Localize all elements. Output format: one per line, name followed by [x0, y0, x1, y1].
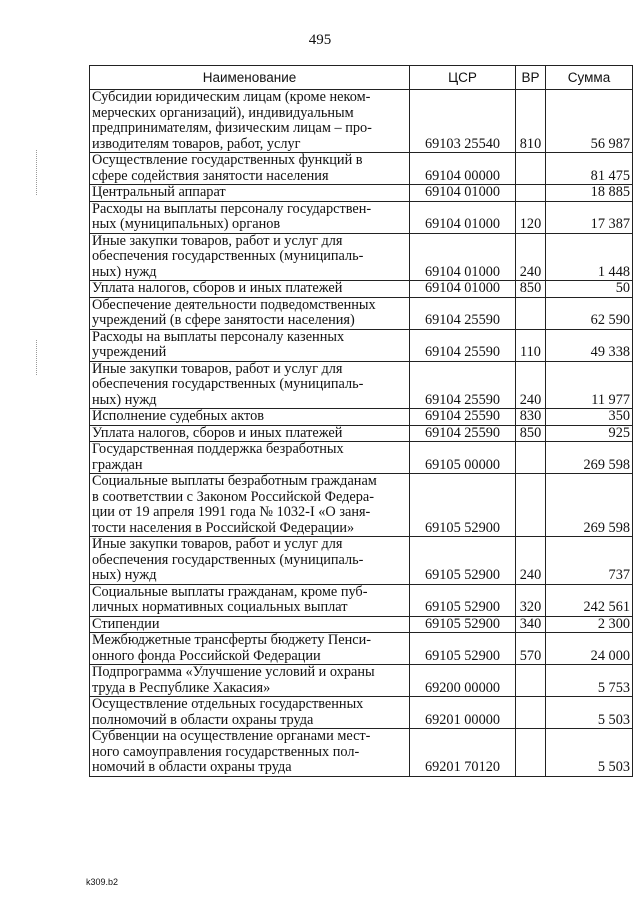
row-name: Иные закупки товаров, работ и услуг для обеспечения государственных (муниципаль- ных) нужд	[90, 361, 410, 409]
row-vr: 570	[516, 633, 546, 665]
row-sum: 50	[546, 281, 633, 298]
row-vr: 120	[516, 201, 546, 233]
row-csr: 69104 25590	[410, 409, 516, 426]
row-csr: 69104 01000	[410, 233, 516, 281]
row-sum: 269 598	[546, 442, 633, 474]
row-sum: 5 503	[546, 729, 633, 777]
row-sum: 24 000	[546, 633, 633, 665]
row-name: Социальные выплаты безработным гражданам в соответствии с Законом Российской Федера- ции от 19 апреля 1991 года № 1032-I «О заня- тости населения в Российской Федерации»	[90, 474, 410, 537]
table-row	[90, 361, 633, 409]
row-vr: 850	[516, 281, 546, 298]
row-sum: 17 387	[546, 201, 633, 233]
row-name: Социальные выплаты гражданам, кроме пуб- личных нормативных социальных выплат	[90, 584, 410, 616]
margin-mark	[36, 340, 40, 375]
row-vr	[516, 442, 546, 474]
row-csr: 69201 00000	[410, 697, 516, 729]
row-vr: 240	[516, 537, 546, 585]
row-csr: 69105 00000	[410, 442, 516, 474]
row-sum: 269 598	[546, 474, 633, 537]
row-sum: 62 590	[546, 297, 633, 329]
table-row	[90, 185, 633, 202]
table-row	[90, 201, 633, 233]
table-row	[90, 90, 633, 153]
footer-code: k309.b2	[86, 877, 119, 887]
table-row	[90, 584, 633, 616]
row-vr: 830	[516, 409, 546, 426]
row-vr: 810	[516, 90, 546, 153]
row-name: Субсидии юридическим лицам (кроме неком- мерческих организаций), индивидуальным предпринимателям, физическим лицам – про- изводителям товаров, работ, услуг	[90, 90, 410, 153]
row-vr: 340	[516, 616, 546, 633]
row-csr: 69200 00000	[410, 665, 516, 697]
row-sum: 18 885	[546, 185, 633, 202]
row-name: Центральный аппарат	[90, 185, 410, 202]
column-header-vr: ВР	[516, 66, 546, 90]
table-row	[90, 409, 633, 426]
column-header-sum: Сумма	[546, 66, 633, 90]
row-name: Субвенции на осуществление органами мест- ного самоуправления государственных пол- номочий в области охраны труда	[90, 729, 410, 777]
row-sum: 1 448	[546, 233, 633, 281]
row-name: Стипендии	[90, 616, 410, 633]
row-name: Подпрограмма «Улучшение условий и охраны труда в Республике Хакасия»	[90, 665, 410, 697]
row-csr: 69105 52900	[410, 537, 516, 585]
row-csr: 69104 25590	[410, 297, 516, 329]
row-vr: 110	[516, 329, 546, 361]
row-sum: 5 753	[546, 665, 633, 697]
column-header-csr: ЦСР	[410, 66, 516, 90]
row-vr	[516, 665, 546, 697]
row-name: Исполнение судебных актов	[90, 409, 410, 426]
row-vr	[516, 297, 546, 329]
row-sum: 5 503	[546, 697, 633, 729]
budget-table	[89, 65, 633, 777]
row-vr: 850	[516, 425, 546, 442]
row-sum: 242 561	[546, 584, 633, 616]
table-row	[90, 297, 633, 329]
row-sum: 925	[546, 425, 633, 442]
row-csr: 69104 01000	[410, 201, 516, 233]
row-name: Уплата налогов, сборов и иных платежей	[90, 425, 410, 442]
row-name: Расходы на выплаты персоналу казенных учреждений	[90, 329, 410, 361]
row-sum: 2 300	[546, 616, 633, 633]
row-vr: 240	[516, 361, 546, 409]
row-vr: 240	[516, 233, 546, 281]
table-row	[90, 697, 633, 729]
row-csr: 69104 00000	[410, 153, 516, 185]
row-csr: 69105 52900	[410, 633, 516, 665]
row-vr: 320	[516, 584, 546, 616]
row-csr: 69104 25590	[410, 329, 516, 361]
column-header-name: Наименование	[90, 66, 410, 90]
row-csr: 69104 01000	[410, 281, 516, 298]
row-vr	[516, 729, 546, 777]
row-sum: 81 475	[546, 153, 633, 185]
row-name: Государственная поддержка безработных граждан	[90, 442, 410, 474]
row-name: Обеспечение деятельности подведомственных учреждений (в сфере занятости населения)	[90, 297, 410, 329]
row-sum: 56 987	[546, 90, 633, 153]
table-row	[90, 665, 633, 697]
table-row	[90, 442, 633, 474]
row-csr: 69103 25540	[410, 90, 516, 153]
table-row	[90, 329, 633, 361]
row-sum: 350	[546, 409, 633, 426]
margin-mark	[36, 150, 40, 195]
row-csr: 69104 25590	[410, 361, 516, 409]
table-row	[90, 153, 633, 185]
row-sum: 11 977	[546, 361, 633, 409]
row-csr: 69104 01000	[410, 185, 516, 202]
row-vr	[516, 697, 546, 729]
table-row	[90, 474, 633, 537]
row-csr: 69105 52900	[410, 584, 516, 616]
table-header-row	[90, 66, 633, 90]
row-name: Иные закупки товаров, работ и услуг для обеспечения государственных (муниципаль- ных) нужд	[90, 537, 410, 585]
row-sum: 49 338	[546, 329, 633, 361]
table-row	[90, 281, 633, 298]
row-vr	[516, 185, 546, 202]
table-row	[90, 537, 633, 585]
row-name: Уплата налогов, сборов и иных платежей	[90, 281, 410, 298]
row-name: Расходы на выплаты персоналу государствен- ных (муниципальных) органов	[90, 201, 410, 233]
table-row	[90, 233, 633, 281]
row-csr: 69104 25590	[410, 425, 516, 442]
row-csr: 69105 52900	[410, 474, 516, 537]
row-name: Межбюджетные трансферты бюджету Пенси- онного фонда Российской Федерации	[90, 633, 410, 665]
row-name: Иные закупки товаров, работ и услуг для обеспечения государственных (муниципаль- ных) нужд	[90, 233, 410, 281]
table-row	[90, 633, 633, 665]
table-row	[90, 616, 633, 633]
row-vr	[516, 474, 546, 537]
table-row	[90, 425, 633, 442]
table-row	[90, 729, 633, 777]
row-vr	[516, 153, 546, 185]
row-sum: 737	[546, 537, 633, 585]
row-csr: 69201 70120	[410, 729, 516, 777]
row-csr: 69105 52900	[410, 616, 516, 633]
page-number: 495	[308, 32, 332, 48]
row-name: Осуществление государственных функций в сфере содействия занятости населения	[90, 153, 410, 185]
row-name: Осуществление отдельных государственных полномочий в области охраны труда	[90, 697, 410, 729]
